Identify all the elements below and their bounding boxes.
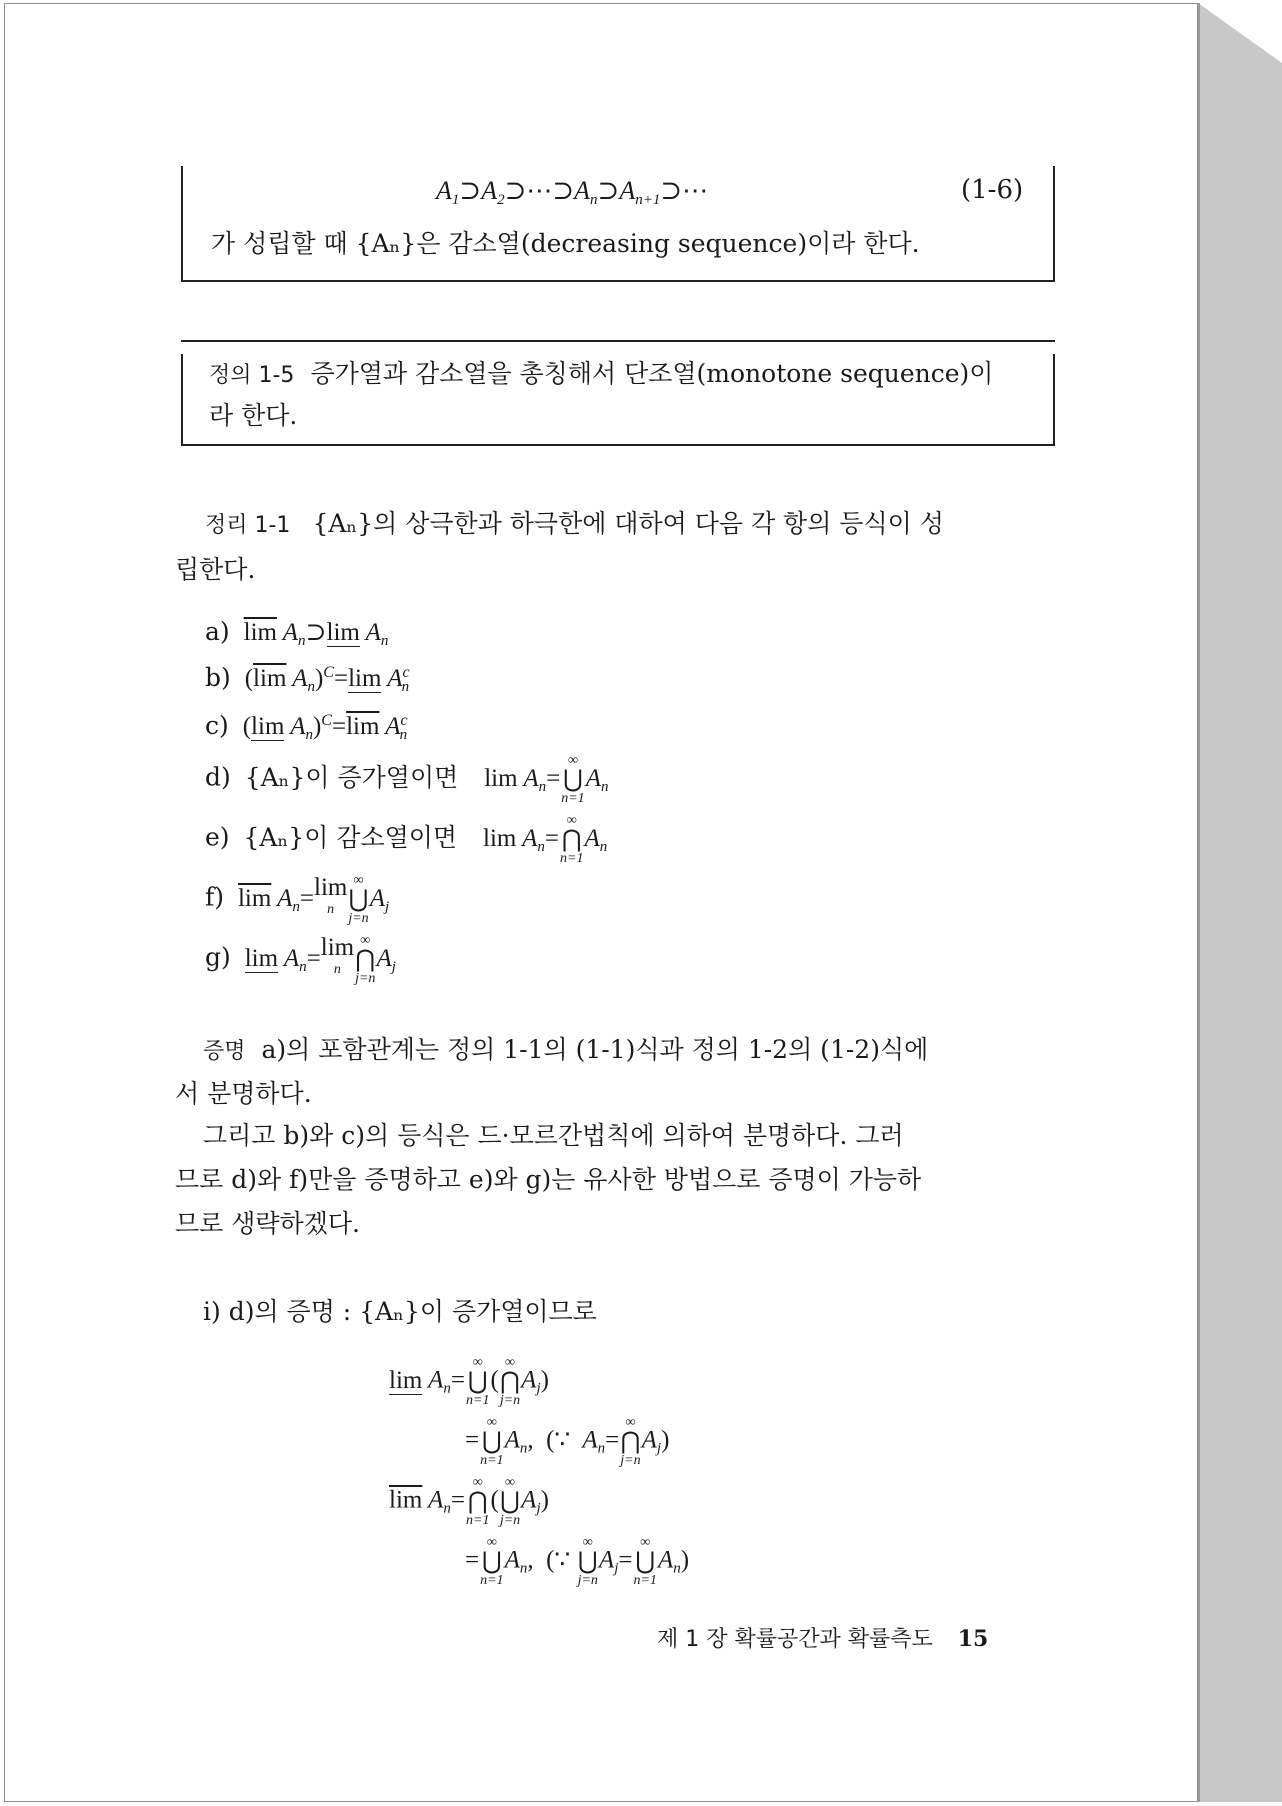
item-a-label: a) xyxy=(205,617,230,646)
item-f xyxy=(205,874,389,926)
box-left-bracket xyxy=(181,166,193,282)
derivation-line-2: = ∞ ⋃ n=1 $A_n$, (∵ $A_n=$ ∞ ⋂ j=n $A_j$) xyxy=(465,1415,670,1468)
item-d-formula: $\lim A_n=$ ∞ ⋃ n=1 $A_n$ xyxy=(484,753,609,806)
definition-left-bracket xyxy=(181,354,193,446)
item-c-formula: (lim $A_n)^C=\overline{lim}$ $A^c_n$ xyxy=(242,712,408,743)
decreasing-sequence-text: 가 성립할 때 {Aₙ}은 감소열(decreasing sequence)이라 한다. xyxy=(211,229,920,258)
item-f-formula: $\overline{lim}$ $A_n=$ lim n ∞ ⋃ j=n $A_j$ xyxy=(237,873,390,926)
proof-line-1 xyxy=(203,1032,928,1068)
item-f-label: f) xyxy=(205,882,225,912)
item-b-label: b) xyxy=(205,663,231,692)
item-a xyxy=(205,614,388,653)
item-e xyxy=(205,814,607,866)
decreasing-sequence-box xyxy=(181,166,1055,282)
running-footer xyxy=(657,1624,988,1656)
equation-number: (1-6) xyxy=(961,175,1024,205)
definition-text-1: 증가열과 감소열을 총칭해서 단조열(monotone sequence)이 xyxy=(310,359,994,388)
page-sheet xyxy=(4,3,1198,1802)
item-d xyxy=(205,754,608,806)
proof-p1-line1: a)의 포함관계는 정의 1-1의 (1-1)식과 정의 1-2의 (1-2)식에 xyxy=(261,1035,929,1064)
proof-label: 증명 xyxy=(203,1039,246,1064)
definition-line-1 xyxy=(209,356,993,392)
definition-bottom-rule xyxy=(181,444,1055,446)
proof-p1-line2: 서 분명하다. xyxy=(175,1079,312,1108)
item-g xyxy=(205,934,396,986)
proof-p2-line3: 므로 생략하겠다. xyxy=(175,1209,360,1238)
definition-top-rule xyxy=(181,340,1055,342)
proof-p2-line1: 그리고 b)와 c)의 등식은 드·모르간법칙에 의하여 분명하다. 그러 xyxy=(203,1121,904,1150)
item-d-prefix: {Aₙ}이 증가열이면 xyxy=(244,762,459,792)
chapter-title: 제 1 장 확률공간과 확률측도 xyxy=(657,1627,933,1652)
theorem-text-1: {Aₙ}의 상극한과 하극한에 대하여 다음 각 항의 등식이 성 xyxy=(312,509,944,538)
item-e-formula: $\lim A_n=$ ∞ ⋂ n=1 $A_n$ xyxy=(483,813,608,866)
definition-text-2: 라 한다. xyxy=(209,401,298,430)
item-b xyxy=(205,660,409,699)
item-c xyxy=(205,708,407,747)
page-stack-shadow xyxy=(1198,3,1282,1802)
item-b-formula: ($\overline{lim}$ $A_n)^C=\lim$ $A^c_n$ xyxy=(244,664,410,695)
theorem-label: 정리 1-1 xyxy=(205,513,291,538)
item-a-formula: $\overline{lim}$ $A_n⊃\lim$ $A_n$ xyxy=(243,619,389,649)
definition-box xyxy=(181,340,1055,446)
item-g-label: g) xyxy=(205,942,231,972)
formula-1-6: $A_1⊃A_2⊃\cdots⊃A_n⊃A_{n+1}⊃\cdots$ xyxy=(436,176,709,208)
item-e-prefix: {Aₙ}이 감소열이면 xyxy=(243,822,458,852)
theorem-line-1 xyxy=(205,506,944,542)
derivation-line-1: $\lim A_n=$ ∞ ⋃ n=1 ( ∞ ⋂ j=n $A_j$) xyxy=(389,1355,549,1408)
derivation-line-4: = ∞ ⋃ n=1 $A_n$, (∵ ∞ ⋃ j=n $A_j=$ ∞ ⋃ n=1 $A_n$) xyxy=(465,1535,690,1588)
theorem-text-2: 립한다. xyxy=(175,555,256,584)
item-e-label: e) xyxy=(205,822,230,852)
definition-right-bracket xyxy=(1043,354,1055,446)
box-right-bracket xyxy=(1043,166,1055,282)
proof-p2-line2: 므로 d)와 f)만을 증명하고 e)와 g)는 유사한 방법으로 증명이 가능하 xyxy=(175,1165,922,1194)
derivation-line-3: $\overline{lim}$ $A_n=$ ∞ ⋂ n=1 ( ∞ ⋃ j=n $A_j$) xyxy=(389,1475,549,1528)
proof-sub-heading: i) d)의 증명 : {Aₙ}이 증가열이므로 xyxy=(203,1297,597,1326)
box-bottom-rule xyxy=(181,280,1055,282)
item-d-label: d) xyxy=(205,762,231,792)
page-content xyxy=(5,4,1199,1803)
item-c-label: c) xyxy=(205,711,229,740)
item-g-formula: $\lim A_n=$ lim n ∞ ⋂ j=n $A_j$ xyxy=(244,933,396,986)
page-number: 15 xyxy=(957,1626,989,1652)
definition-label: 정의 1-5 xyxy=(209,363,295,388)
